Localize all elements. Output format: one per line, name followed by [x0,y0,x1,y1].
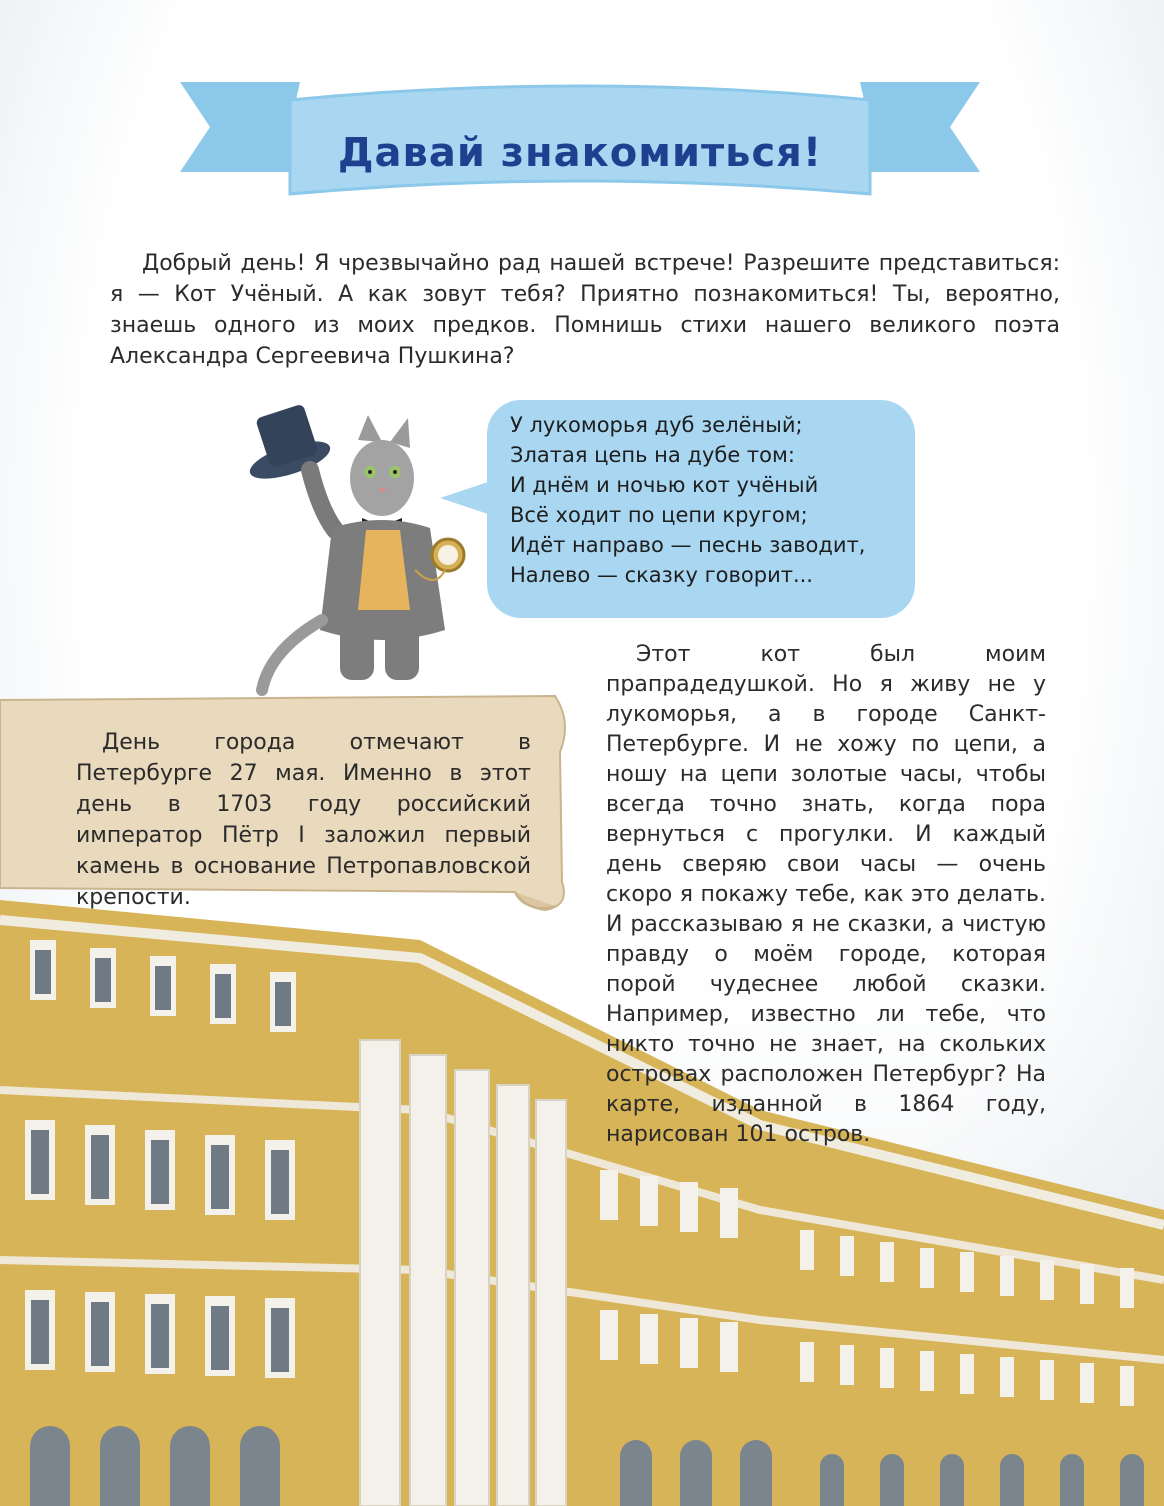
poem-line: У лукоморья дуб зелёный; [510,413,803,437]
poem-line: Златая цепь на дубе том: [510,443,795,467]
poem-line: И днём и ночью кот учёный [510,473,819,497]
intro-text [110,248,1060,372]
cat-illustration [240,400,470,700]
story-text [606,640,1046,1150]
poem-line: Налево — сказку говорит... [510,563,813,587]
story-paragraph: Этот кот был моим прапрадедушкой. Но я живу не у лукоморья, а в городе Санкт-Петербурге. И не хожу по цепи, а ношу на цепи золотые часы, чтобы всегда точно знать, когда пора вернуться с прогулки. И каждый день сверяю свои часы — очень скоро я покажу тебе, как это делать. И рассказываю я не сказки, а чистую правду о моём городе, которая порой чудеснее любой сказки. Например, известно ли тебе, что никто точно не знает, на скольких островах расположен Петербург? На карте, изданной в 1864 году, нарисован 101 остров. [606,642,1046,1147]
title-ribbon [180,72,980,212]
city-day-paragraph: День города отмечают в Петербурге 27 мая. Именно в этот день в 1703 году российский император Пётр I заложил первый камень в основание Петропавловской крепости. [76,730,531,910]
poem [510,410,910,590]
poem-line: Идёт направо — песнь заводит, [510,533,866,557]
city-day-note [76,727,531,913]
top-hat-icon [246,404,335,487]
page-title: Давай знакомиться! [337,130,823,176]
intro-paragraph: Добрый день! Я чрезвычайно рад нашей встрече! Разрешите представиться: я — Кот Учёный. А как зовут тебя? Приятно познакомиться! Ты, вероятно, знаешь одного из моих предков. Помнишь стихи нашего великого поэта Александра Сергеевича Пушкина? [110,251,1060,369]
poem-line: Всё ходит по цепи кругом; [510,503,808,527]
